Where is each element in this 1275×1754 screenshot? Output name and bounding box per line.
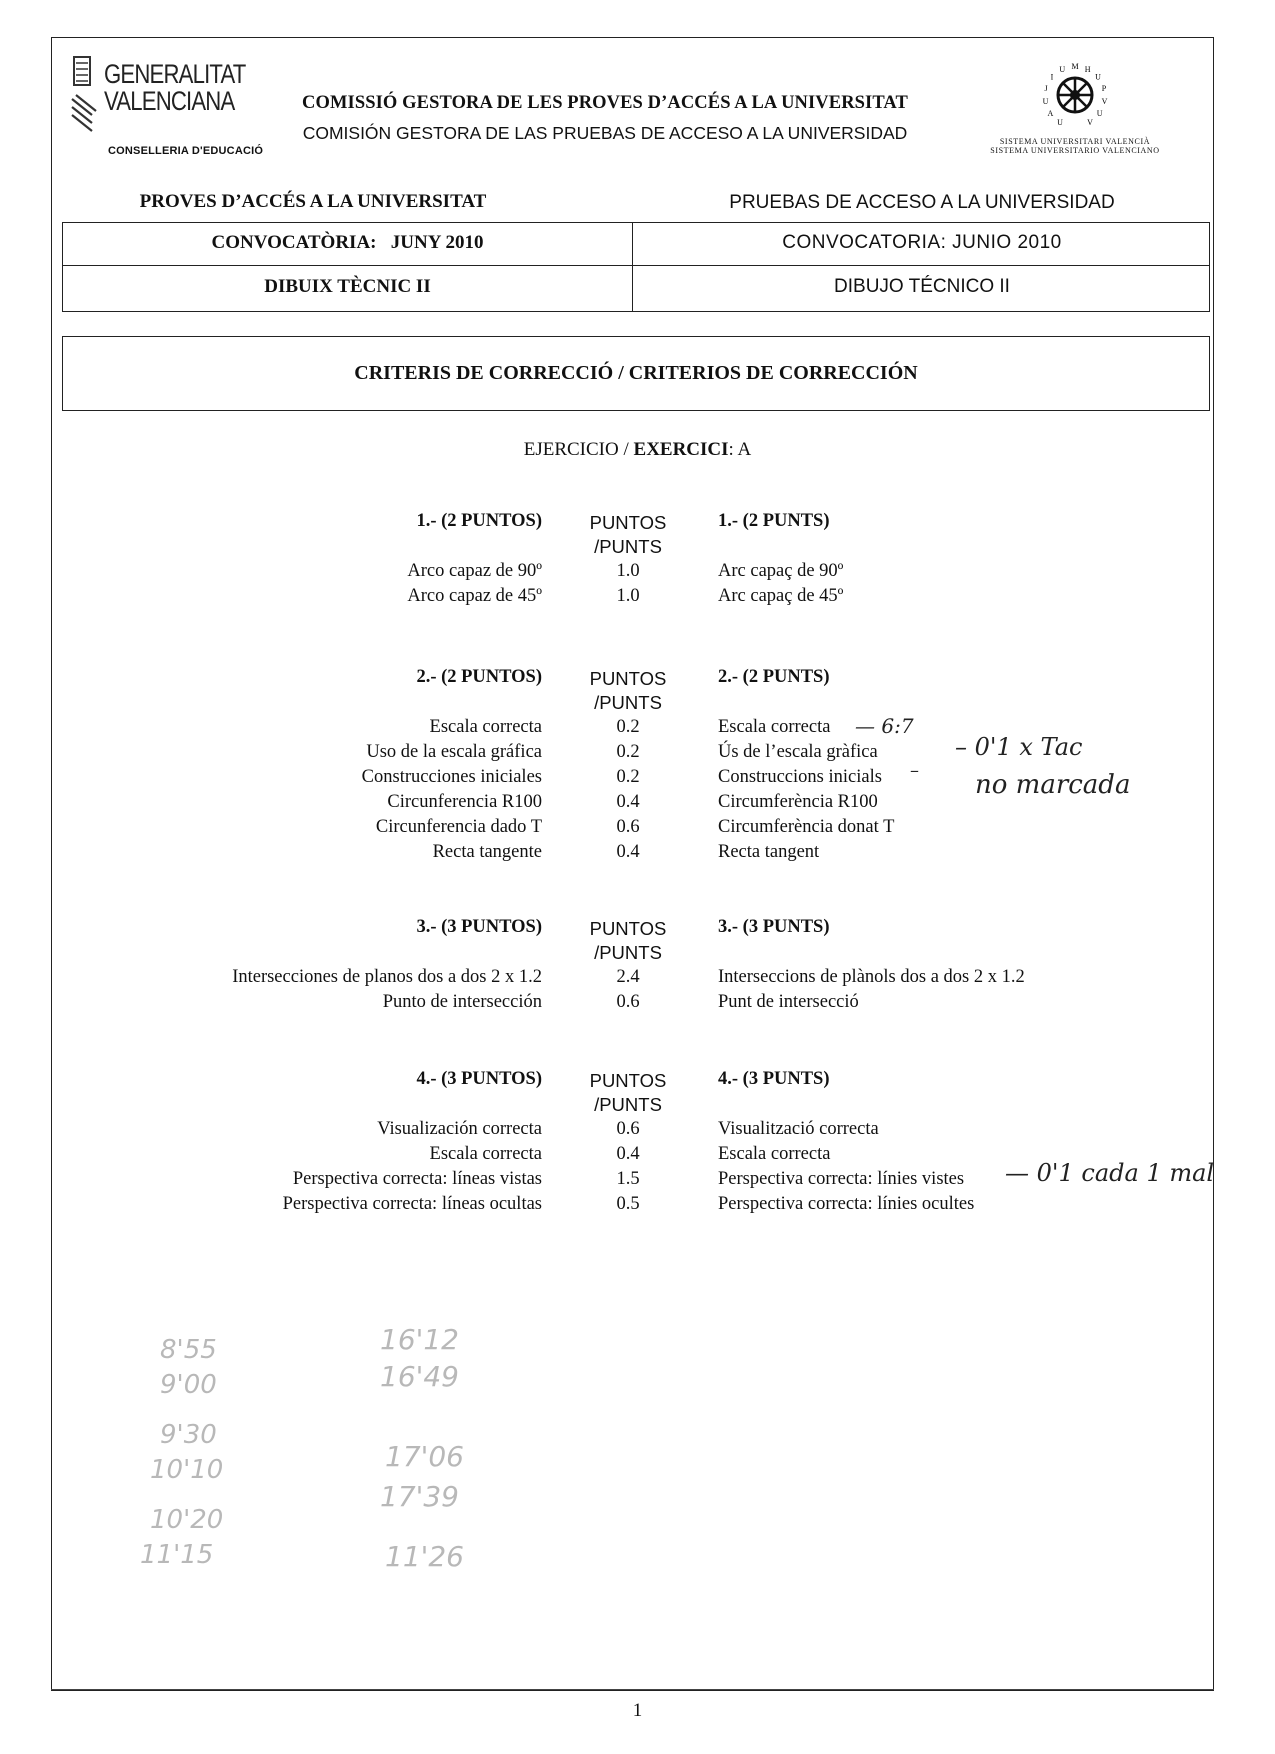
criterion-es: Intersecciones de planos dos a dos 2 x 1.2: [232, 967, 542, 987]
handwritten-lines-note: — 0'1 cada 1 mal: [1005, 1159, 1215, 1187]
seal-letter: U: [1095, 72, 1101, 82]
criterion-es: Arco capaz de 45º: [407, 586, 542, 606]
criterion-points: 0.6: [616, 1119, 640, 1139]
criteria-row: [0, 561, 1275, 586]
subject-va: DIBUIX TÈCNIC II: [264, 276, 431, 297]
section-title-va: 4.- (3 PUNTS): [718, 1069, 830, 1089]
pencil-time: 16'49: [380, 1360, 459, 1393]
criteria-row: [0, 817, 1275, 842]
section-header: [0, 667, 1275, 717]
criterion-va: Recta tangent: [718, 842, 820, 862]
criterion-points: 0.2: [616, 717, 640, 737]
criterion-es: Escala correcta: [429, 717, 542, 737]
pencil-time: 10'20: [150, 1505, 224, 1535]
points-header-va: /PUNTS: [594, 942, 662, 963]
section-title-va: 1.- (2 PUNTS): [718, 511, 830, 531]
points-column-header: [578, 1069, 678, 1117]
convocatoria-va: [63, 232, 632, 254]
section-header: [0, 917, 1275, 967]
criteria-row: [0, 1119, 1275, 1144]
exercise-prefix: EJERCICIO /: [523, 439, 634, 460]
criteria-row: [0, 992, 1275, 1017]
criterion-points: 0.2: [616, 767, 640, 787]
section-title-es: 3.- (3 PUNTOS): [416, 917, 542, 937]
criterion-va: Punt de intersecció: [718, 992, 859, 1012]
pencil-time: 11'15: [140, 1540, 214, 1570]
title-va: PROVES D’ACCÉS A LA UNIVERSITAT: [139, 191, 487, 212]
pencil-time: 9'30: [160, 1420, 217, 1450]
title-es: PRUEBAS DE ACCESO A LA UNIVERSIDAD: [729, 192, 1115, 213]
table-divider: [63, 265, 1209, 266]
pencil-time: 17'06: [385, 1440, 464, 1473]
criterion-points: 1.0: [616, 561, 640, 581]
points-column-header: [578, 511, 678, 559]
points-column-header: [578, 917, 678, 965]
criterion-points: 0.6: [616, 992, 640, 1012]
criterion-es: Visualización correcta: [377, 1119, 542, 1139]
pencil-time: 10'10: [150, 1455, 224, 1485]
points-header-es: PUNTOS: [589, 668, 667, 689]
criteria-section-2: [0, 667, 1275, 867]
criterion-va: Visualització correcta: [718, 1119, 879, 1139]
commission-header: [260, 93, 950, 144]
generalitat-emblem-icon: [70, 55, 108, 135]
criterion-es: Perspectiva correcta: líneas ocultas: [282, 1194, 542, 1214]
criteria-row: [0, 717, 1275, 742]
system-name-va: SISTEMA UNIVERSITARI VALENCIÀ: [999, 137, 1151, 146]
points-header-va: /PUNTS: [594, 536, 662, 557]
criteria-row: [0, 842, 1275, 867]
handwritten-scale-note: — 6:7: [855, 714, 914, 738]
section-title-va: 3.- (3 PUNTS): [718, 917, 830, 937]
exercise-label: [0, 439, 1275, 461]
seal-letter: J: [1044, 84, 1048, 94]
pencil-time: 17'39: [380, 1480, 459, 1513]
university-seal-icon: [1030, 55, 1120, 137]
points-header-es: PUNTOS: [589, 918, 667, 939]
seal-letter: P: [1101, 84, 1107, 94]
seal-letter: U: [1096, 109, 1103, 119]
points-header-es: PUNTOS: [589, 512, 667, 533]
criteria-section-4: [0, 1069, 1275, 1219]
points-header-es: PUNTOS: [589, 1070, 667, 1091]
commission-title-es: COMISIÓN GESTORA DE LAS PRUEBAS DE ACCESO A LA UNIVERSIDAD: [302, 123, 908, 143]
criterion-points: 0.6: [616, 817, 640, 837]
generalitat-logo: [70, 55, 270, 165]
exercise-value: : A: [728, 439, 752, 460]
points-column-header: [578, 667, 678, 715]
criteria-row: [0, 967, 1275, 992]
section-title-es: 1.- (2 PUNTOS): [416, 511, 542, 531]
criterion-va: Arc capaç de 45º: [718, 586, 844, 606]
handwritten-dash: –: [910, 760, 919, 781]
criteria-section-3: [0, 917, 1275, 1017]
criterion-va: Escala correcta: [718, 1144, 831, 1164]
criteria-title: CRITERIS DE CORRECCIÓ / CRITERIOS DE CORRECCIÓN: [62, 336, 1210, 411]
seal-letter: H: [1084, 64, 1091, 74]
criterion-es: Circunferencia R100: [387, 792, 542, 812]
seal-letter: A: [1047, 109, 1054, 119]
seal-letter: U: [1057, 118, 1063, 127]
seal-letter: M: [1071, 62, 1079, 71]
pencil-time: 16'12: [380, 1323, 459, 1356]
pencil-time: 11'26: [385, 1540, 464, 1573]
footer-rule: [51, 1689, 1214, 1690]
handwritten-graphic-scale-note-2: no marcada: [975, 770, 1131, 800]
criterion-va: Perspectiva correcta: línies ocultes: [718, 1194, 975, 1214]
criterion-points: 0.4: [616, 1144, 640, 1164]
criterion-va: Circumferència donat T: [718, 817, 895, 837]
convocatoria-es: CONVOCATORIA: JUNIO 2010: [782, 232, 1062, 253]
convocatoria-label-va: CONVOCATÒRIA:: [211, 232, 377, 253]
seal-letter: V: [1087, 118, 1093, 127]
criterion-points: 0.2: [616, 742, 640, 762]
exam-info-table: [62, 222, 1210, 312]
criterion-es: Perspectiva correcta: líneas vistas: [292, 1169, 542, 1189]
convocatoria-value-va: JUNY 2010: [390, 232, 484, 253]
page-number: 1: [632, 1700, 643, 1721]
seal-letter: V: [1101, 97, 1108, 107]
section-header: [0, 511, 1275, 561]
seal-letter: U: [1059, 64, 1066, 74]
criteria-row: [0, 1194, 1275, 1219]
criterion-va: Circumferència R100: [718, 792, 878, 812]
seal-letter: I: [1050, 72, 1054, 82]
criterion-points: 0.4: [616, 792, 640, 812]
criterion-points: 2.4: [616, 967, 640, 987]
section-title-es: 4.- (3 PUNTOS): [416, 1069, 542, 1089]
criterion-va: Arc capaç de 90º: [718, 561, 844, 581]
criterion-es: Recta tangente: [432, 842, 542, 862]
criterion-va: Construccions inicials: [718, 767, 882, 787]
commission-title-va: COMISSIÓ GESTORA DE LES PROVES D’ACCÉS A LA UNIVERSITAT: [302, 93, 908, 113]
criterion-es: Construcciones iniciales: [361, 767, 542, 787]
criterion-es: Arco capaz de 90º: [407, 561, 542, 581]
criterion-es: Circunferencia dado T: [375, 817, 542, 837]
criteria-section-1: [0, 511, 1275, 611]
criterion-va: Perspectiva correcta: línies vistes: [718, 1169, 965, 1189]
criteria-row: [0, 742, 1275, 767]
pencil-time: 9'00: [160, 1370, 217, 1400]
criterion-points: 1.0: [616, 586, 640, 606]
section-title-va: 2.- (2 PUNTS): [718, 667, 830, 687]
university-system-logo: [985, 55, 1165, 165]
criterion-va: Ús de l’escala gràfica: [718, 742, 878, 762]
points-header-va: /PUNTS: [594, 1094, 662, 1115]
criteria-row: [0, 586, 1275, 611]
criterion-es: Uso de la escala gráfica: [366, 742, 542, 762]
criterion-es: Punto de intersección: [382, 992, 542, 1012]
system-name-es: SISTEMA UNIVERSITARIO VALENCIANO: [990, 146, 1160, 155]
exercise-bold: EXERCICI: [633, 439, 729, 460]
seal-letter: U: [1042, 97, 1049, 107]
section-title-es: 2.- (2 PUNTOS): [416, 667, 542, 687]
points-header-va: /PUNTS: [594, 692, 662, 713]
criterion-points: 0.5: [616, 1194, 640, 1214]
pencil-time: 8'55: [160, 1335, 217, 1365]
subject-es: DIBUJO TÉCNICO II: [834, 276, 1010, 297]
org-name: GENERALITAT VALENCIANA: [104, 59, 246, 116]
criterion-points: 0.4: [616, 842, 640, 862]
handwritten-graphic-scale-note: – 0'1 x Tac: [955, 733, 1083, 761]
criterion-es: Escala correcta: [429, 1144, 542, 1164]
criterion-points: 1.5: [616, 1169, 640, 1189]
org-department: CONSELLERIA D'EDUCACIÓ: [108, 145, 264, 157]
criterion-va: Escala correcta: [718, 717, 831, 737]
criterion-va: Interseccions de plànols dos a dos 2 x 1.2: [718, 967, 1025, 987]
section-header: [0, 1069, 1275, 1119]
